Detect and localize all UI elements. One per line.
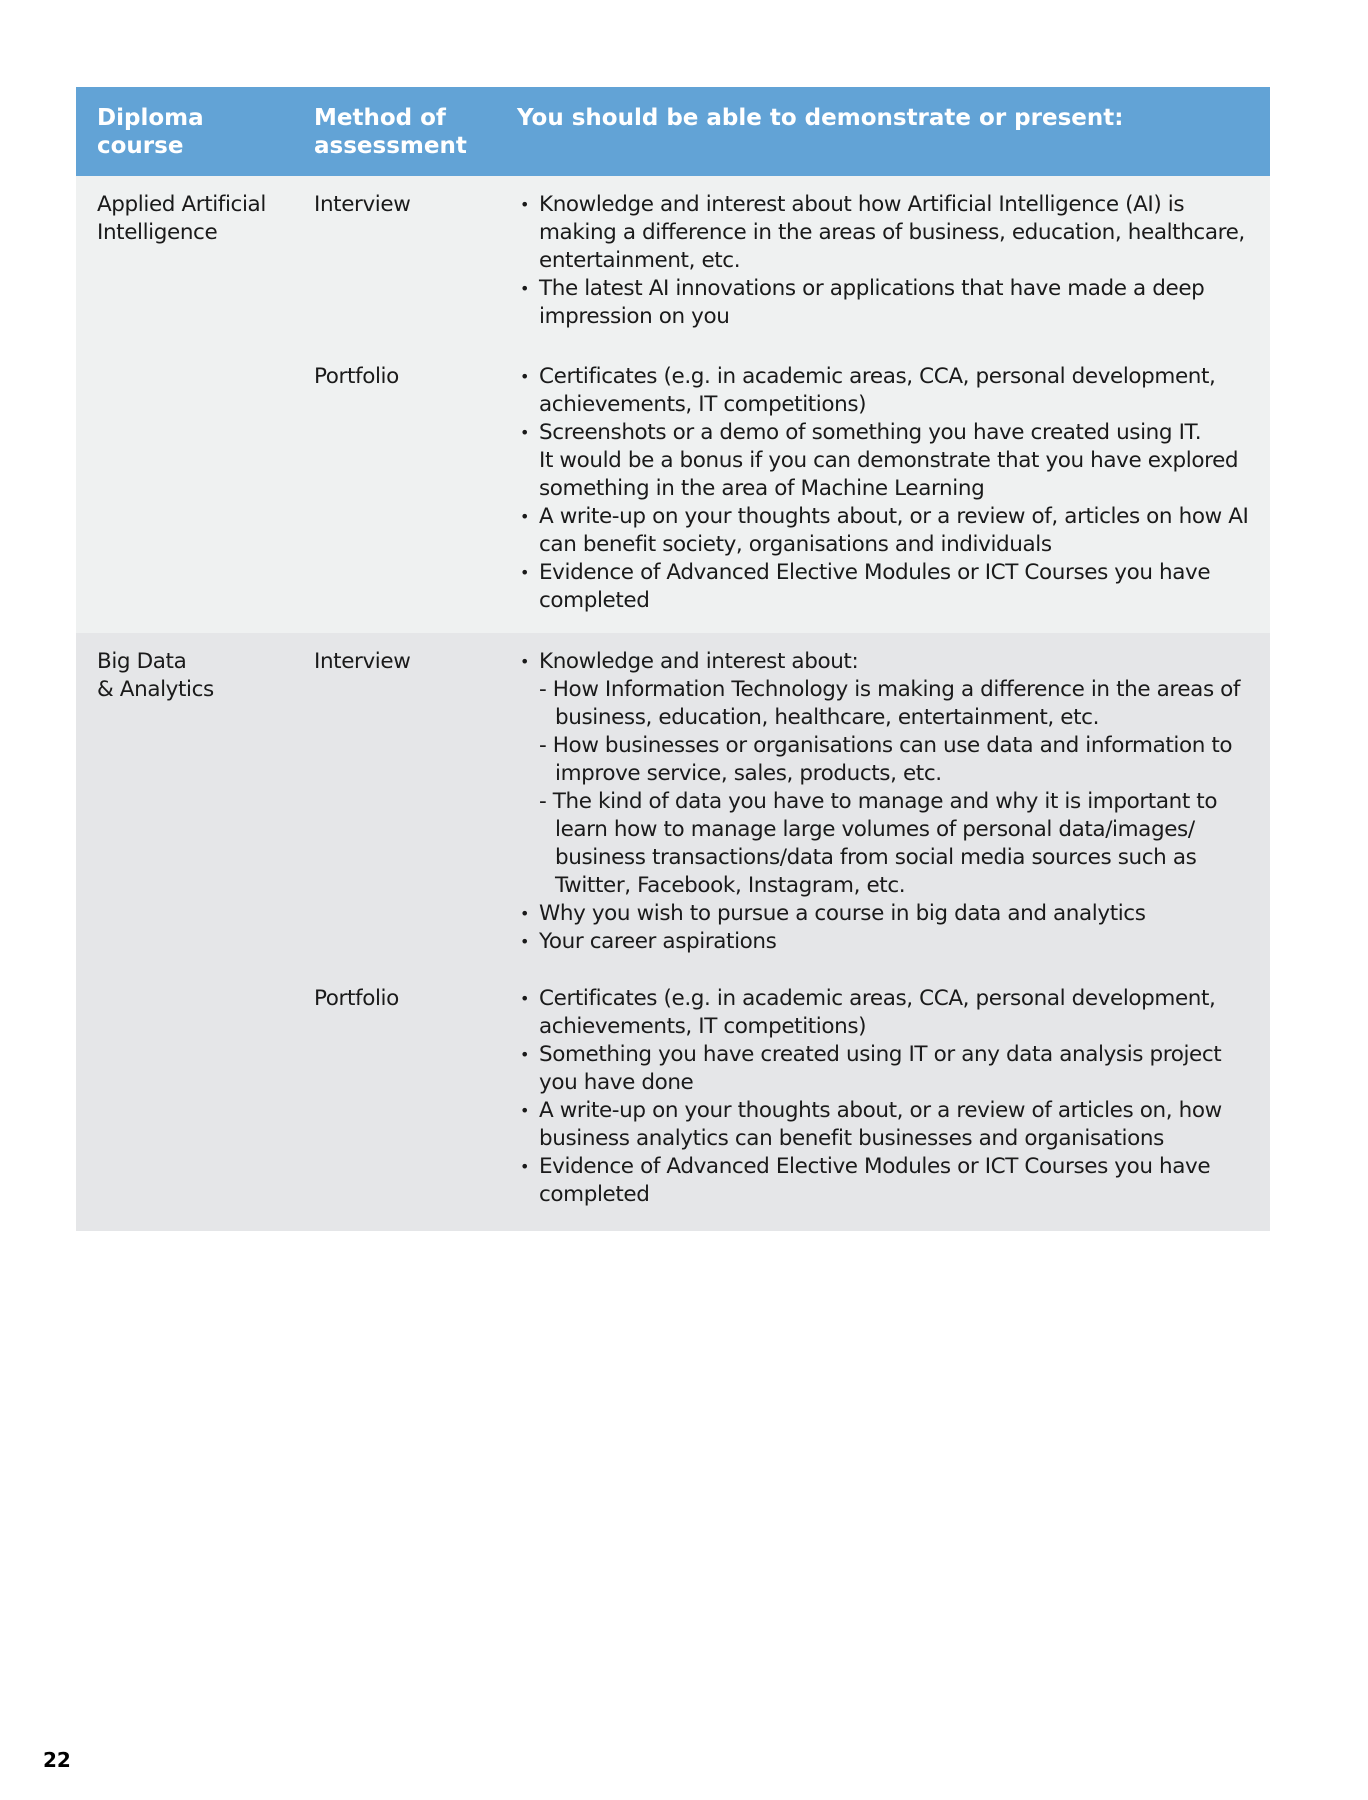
assessment-method: Interview: [314, 192, 411, 217]
list-item: • Knowledge and interest about how Artificial Intelligence (AI) is making a difference in the areas of business, education, healthcare, entertainment, etc.: [519, 191, 1259, 275]
list-item: • Evidence of Advanced Elective Modules or ICT Courses you have completed: [519, 559, 1259, 615]
assessment-method: Portfolio: [314, 364, 399, 389]
sub-item: - How businesses or organisations can use data and information to improve service, sales, products, etc.: [539, 733, 1233, 786]
assessment-items: [519, 648, 1259, 956]
list-item: • Evidence of Advanced Elective Modules or ICT Courses you have completed: [519, 1153, 1259, 1209]
list-item: • Screenshots or a demo of something you have created using IT. It would be a bonus if you can demonstrate that you have explored something in the area of Machine Learning: [519, 419, 1259, 503]
list-item: • A write-up on your thoughts about, or a review of articles on, how business analytics can benefit businesses and organisations: [519, 1097, 1259, 1153]
course-name: Applied Artificial Intelligence: [97, 192, 266, 245]
assessment-method: Interview: [314, 649, 411, 674]
list-item: • Why you wish to pursue a course in big data and analytics: [519, 900, 1259, 928]
assessment-method: Portfolio: [314, 986, 399, 1011]
table-row-big-data-analytics: [76, 633, 1270, 1231]
assessment-items: [519, 191, 1259, 331]
list-item: • The latest AI innovations or applications that have made a deep impression on you: [519, 275, 1259, 331]
list-item: • Your career aspirations: [519, 928, 1259, 956]
assessment-items: [519, 985, 1259, 1209]
sub-item: - The kind of data you have to manage and why it is important to learn how to manage large volumes of personal data/images/ business transactions/data from social media sources such as Twitter, Facebook, Instagram, etc.: [539, 789, 1218, 898]
assessment-table: [76, 87, 1270, 1231]
table-row-applied-ai: [76, 176, 1270, 633]
assessment-items: [519, 363, 1259, 615]
course-name: Big Data & Analytics: [97, 649, 214, 702]
list-item: • Certificates (e.g. in academic areas, CCA, personal development, achievements, IT competitions): [519, 985, 1259, 1041]
header-demonstrate-present: You should be able to demonstrate or present:: [517, 105, 1124, 131]
table-header: [76, 87, 1270, 176]
list-item: • Something you have created using IT or any data analysis project you have done: [519, 1041, 1259, 1097]
header-diploma-course: Diploma course: [97, 105, 204, 159]
list-item: • A write-up on your thoughts about, or a review of, articles on how AI can benefit society, organisations and individuals: [519, 503, 1259, 559]
page-number: 22: [43, 1748, 71, 1772]
list-item: • Certificates (e.g. in academic areas, CCA, personal development, achievements, IT competitions): [519, 363, 1259, 419]
list-item: • Knowledge and interest about: - How Information Technology is making a difference in the areas of business, education, healthcare, entertainment, etc. - How businesses or organisations can use data and information to improve service, sales, products, etc. - The kind of data you have to manage and why it is important to learn how to manage large volumes of personal data/images/ business transactions/data from social media sources such as Twitter, Facebook, Instagram, etc.: [519, 648, 1259, 900]
sub-item: - How Information Technology is making a difference in the areas of business, education, healthcare, entertainment, etc.: [539, 677, 1241, 730]
header-method-of-assessment: Method of assessment: [314, 105, 467, 159]
